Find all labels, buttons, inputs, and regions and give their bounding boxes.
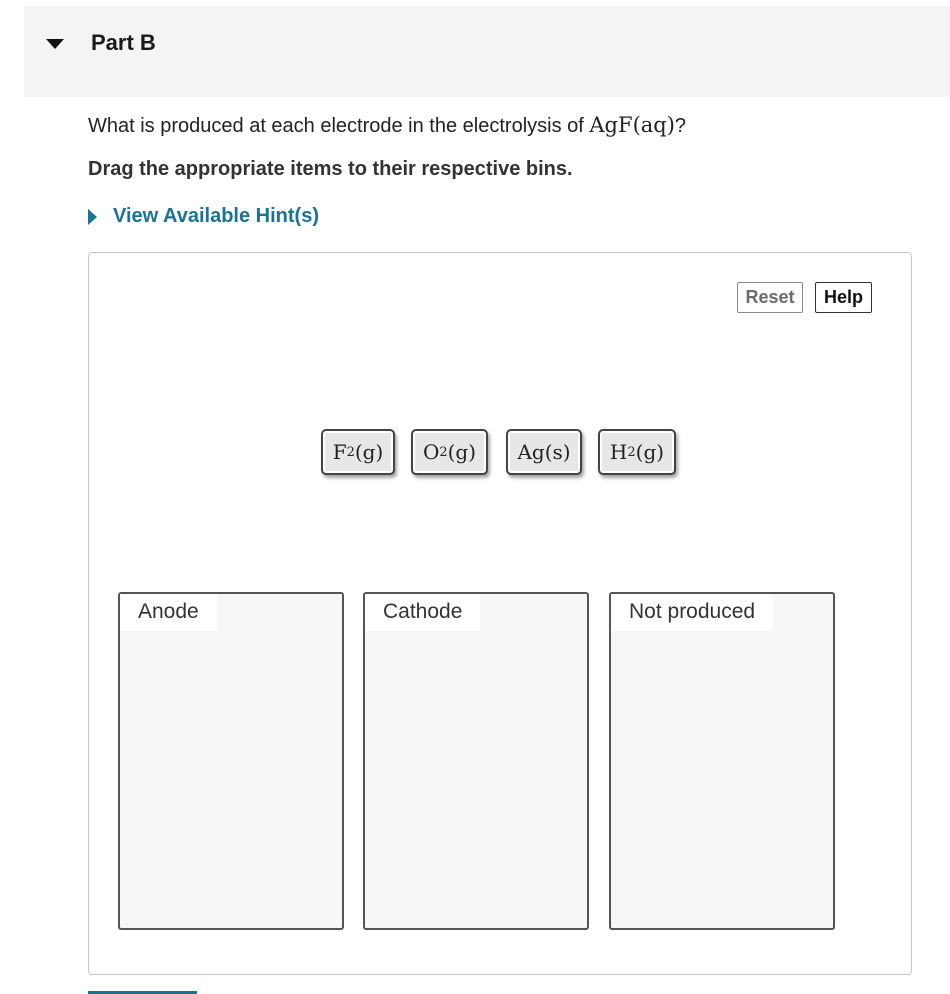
bin-not-produced[interactable] bbox=[609, 592, 835, 930]
item-formula-state: (s) bbox=[544, 440, 571, 464]
instruction-text: Drag the appropriate items to their respective bins. bbox=[88, 158, 573, 180]
draggable-item-h2[interactable] bbox=[598, 429, 676, 475]
question-prefix: What is produced at each electrode in the electrolysis of bbox=[88, 115, 590, 137]
draggable-item-o2[interactable] bbox=[411, 429, 488, 475]
view-hints-label[interactable]: View Available Hint(s) bbox=[113, 205, 319, 227]
item-formula-base: H bbox=[609, 440, 628, 464]
question-suffix: ? bbox=[674, 115, 687, 137]
bin-anode[interactable] bbox=[118, 592, 344, 930]
caret-down-icon[interactable] bbox=[46, 39, 64, 49]
part-title: Part B bbox=[91, 30, 156, 55]
caret-right-icon[interactable] bbox=[88, 209, 97, 225]
item-formula-subscript: 2 bbox=[346, 444, 355, 460]
item-formula-base: Ag bbox=[517, 440, 545, 464]
draggable-item-f2[interactable] bbox=[321, 429, 395, 475]
bin-label: Cathode bbox=[365, 594, 480, 631]
question-compound: AgF(aq) bbox=[589, 113, 675, 137]
bin-cathode[interactable] bbox=[363, 592, 589, 930]
item-formula-state: (g) bbox=[354, 440, 384, 464]
draggable-item-ag[interactable] bbox=[506, 429, 582, 475]
reset-button[interactable]: Reset bbox=[737, 282, 803, 313]
drag-drop-panel bbox=[88, 252, 912, 975]
item-formula-state: (g) bbox=[447, 440, 477, 464]
view-hints-link[interactable] bbox=[88, 205, 319, 228]
bin-label: Anode bbox=[120, 594, 217, 631]
part-header[interactable] bbox=[24, 6, 950, 97]
help-button[interactable]: Help bbox=[815, 282, 872, 313]
bin-label: Not produced bbox=[611, 594, 773, 631]
item-formula-subscript: 2 bbox=[627, 444, 636, 460]
question-text bbox=[88, 113, 686, 138]
item-formula-subscript: 2 bbox=[439, 444, 448, 460]
item-formula-state: (g) bbox=[635, 440, 665, 464]
item-formula-base: O bbox=[422, 440, 440, 464]
item-formula-base: F bbox=[332, 440, 347, 464]
